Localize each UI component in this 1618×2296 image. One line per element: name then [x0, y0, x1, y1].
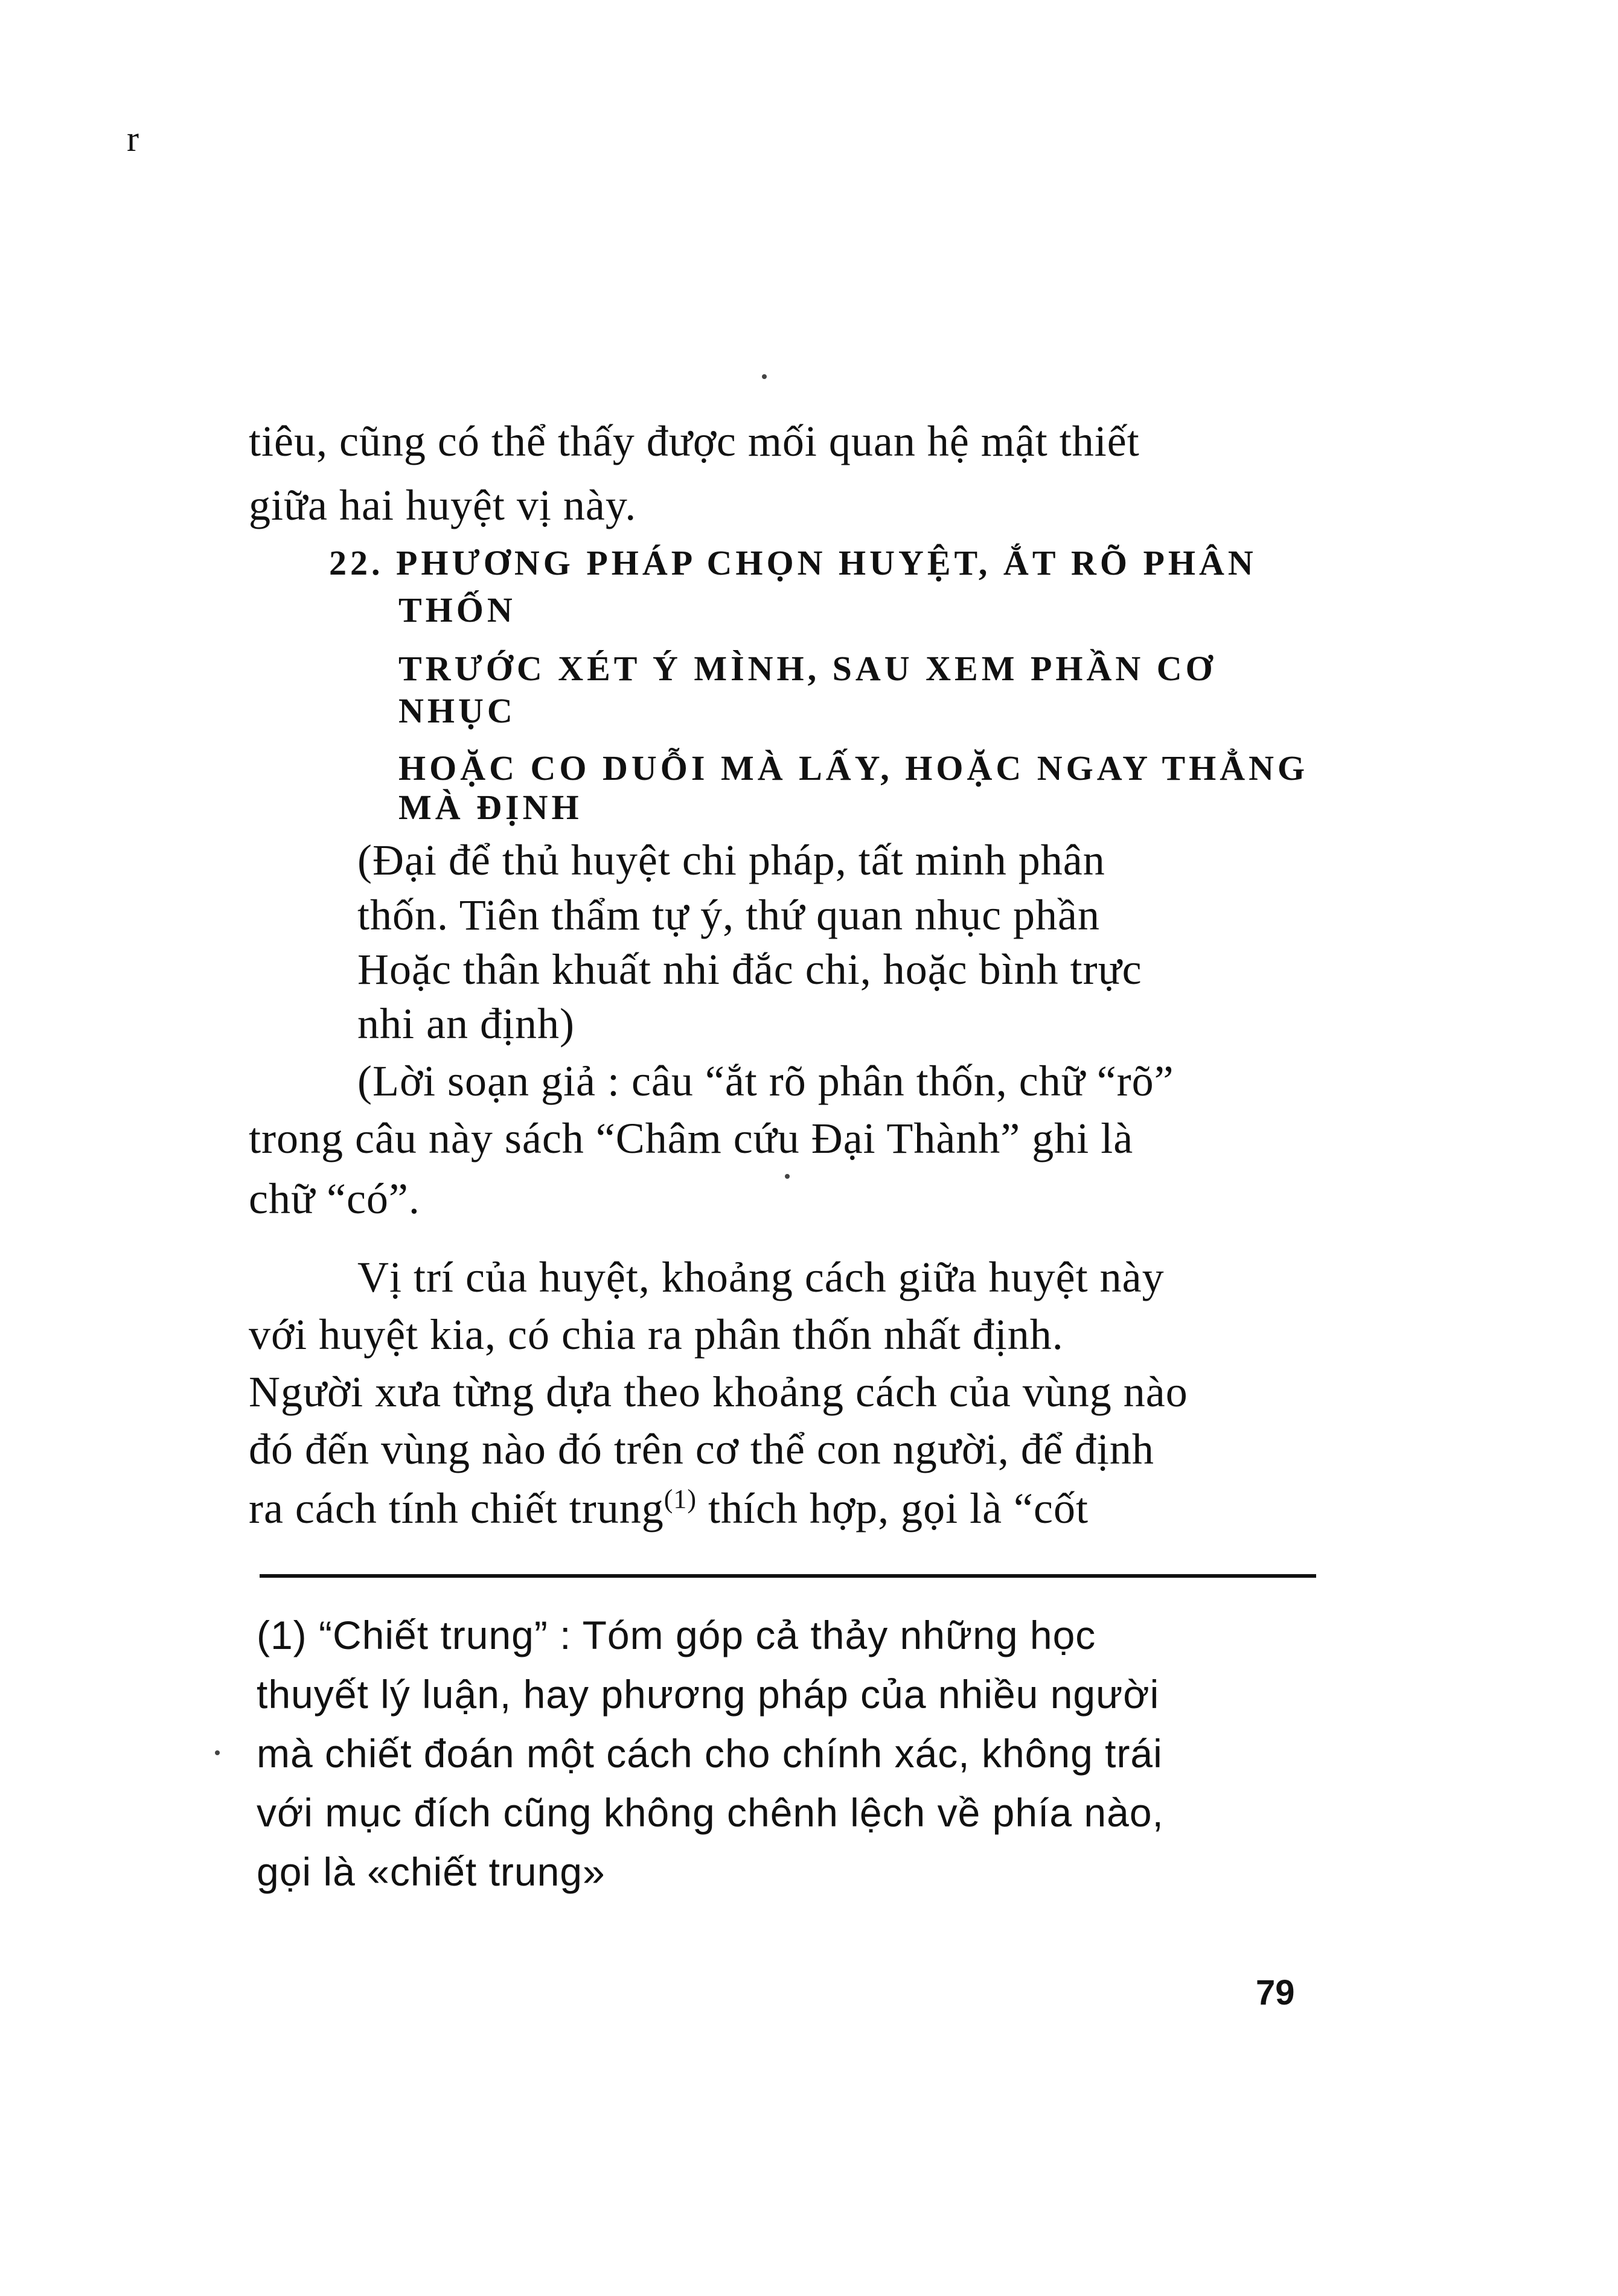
paragraph-last-line — [249, 1484, 1089, 1534]
body-line: giữa hai huyệt vị này. — [249, 481, 637, 529]
section-title-line: NHỤC — [398, 691, 516, 730]
paragraph-text: ra cách tính chiết trung — [249, 1484, 664, 1532]
footnote-line: gọi là «chiết trung» — [257, 1849, 606, 1894]
section-title-line: HOẶC CO DUỖI MÀ LẤY, HOẶC NGAY THẲNG — [398, 748, 1309, 788]
paragraph-text: thích hợp, gọi là “cốt — [697, 1484, 1089, 1532]
footnote-reference[interactable]: (1) — [664, 1484, 697, 1514]
paragraph-line: đó đến vùng nào đó trên cơ thể con người, để định — [249, 1425, 1154, 1473]
editor-note-line: (Lời soạn giả : câu “ắt rõ phân thốn, chữ “rõ” — [357, 1057, 1174, 1105]
section-title-line: THỐN — [398, 590, 516, 630]
section-title-line: MÀ ĐỊNH — [398, 788, 583, 827]
scan-speck — [785, 1174, 790, 1179]
quote-line: nhi an định) — [357, 1000, 575, 1048]
footnote-divider — [260, 1574, 1316, 1578]
scan-speck — [215, 1750, 220, 1755]
footnote-line: mà chiết đoán một cách cho chính xác, không trái — [257, 1731, 1163, 1776]
editor-note-line: chữ “có”. — [249, 1175, 420, 1223]
quote-line: (Đại để thủ huyệt chi pháp, tất minh phân — [357, 836, 1105, 884]
quote-line: thốn. Tiên thẩm tự ý, thứ quan nhục phần — [357, 891, 1101, 939]
section-title: 22. PHƯƠNG PHÁP CHỌN HUYỆT, ẮT RÕ PHÂN — [329, 543, 1257, 582]
footnote-line: (1) “Chiết trung” : Tóm góp cả thảy những học — [257, 1613, 1096, 1657]
footnote-line: thuyết lý luận, hay phương pháp của nhiều người — [257, 1672, 1160, 1717]
section-title-line: TRƯỚC XÉT Ý MÌNH, SAU XEM PHẦN CƠ — [398, 649, 1217, 688]
footnote-line: với mục đích cũng không chênh lệch về phía nào, — [257, 1790, 1164, 1835]
paragraph-line: với huyệt kia, có chia ra phân thốn nhất định. — [249, 1310, 1064, 1359]
editor-note-line: trong câu này sách “Châm cứu Đại Thành” ghi là — [249, 1114, 1134, 1162]
body-line: tiêu, cũng có thể thấy được mối quan hệ mật thiết — [249, 417, 1140, 465]
scan-speck — [762, 374, 767, 379]
paragraph-line: Người xưa từng dựa theo khoảng cách của vùng nào — [249, 1368, 1188, 1416]
page-number: 79 — [1256, 1973, 1295, 2012]
quote-line: Hoặc thân khuất nhi đắc chi, hoặc bình trực — [357, 945, 1142, 993]
page-corner-mark: r — [127, 119, 139, 159]
paragraph-line: Vị trí của huyệt, khoảng cách giữa huyệt này — [357, 1253, 1165, 1301]
